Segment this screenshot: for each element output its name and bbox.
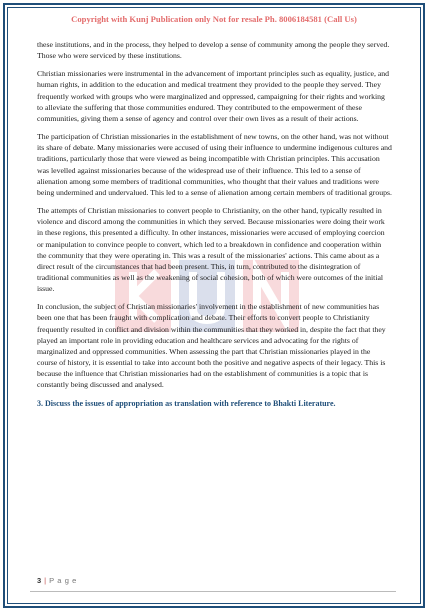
paragraph-conclusion: In conclusion, the subject of Christian missionaries' involvement in the establishment of new communities has been one that has been fraught with complication and debate. Their efforts to convert people to Christianity frequently resulted in conflict and division within the communities that they worked in, despite the fact that they played an important role in providing education and healthcare services and advocating for the rights of marginalized and oppressed communities. When assessing the part that Christian missionaries played in the course of history, it is essential to take into account both the positive and negative aspects of their legacy. This is because the influence that Christian missionaries had on the establishment of communities is a topic that is constantly being discussed and analysed. (37, 302, 386, 390)
question-heading: 3. Discuss the issues of appropriation as translation with reference to Bhakti Literature. (37, 398, 336, 408)
footer-divider (30, 591, 396, 592)
main-content (37, 39, 392, 409)
paragraph-debate: The participation of Christian missionaries in the establishment of new towns, on the other hand, was not without its share of debate. Many missionaries were accused of using their influence to undermine indigenous cultures and traditions, particularly those that were viewed as being incompatible with Christian principles. This accusation was levelled against missionaries because of the widespread use of their influence. This led to a sense of alienation among some members of traditional communities, who thought that their values and traditions were being undermined and undervalued. This led to a sense of alienation among certain members of traditional groups. (37, 132, 392, 197)
paragraph-principles: Christian missionaries were instrumental in the advancement of important principles such as equality, justice, and human rights, in addition to the education and medical treatment they provided to the people they served. They frequently worked with groups who were marginalized and oppressed, campaigning for their rights and working to alleviate the suffering that those communities endured. They contributed to the empowerment of these communities, giving them a sense of agency and control over their own lives as a result of their actions. (37, 69, 390, 123)
footer-separator: | (44, 576, 47, 585)
copyright-header: Copyright with Kunj Publication only Not for resale Ph. 8006184581 (Call Us) (71, 14, 357, 24)
page-number: 3 (37, 576, 42, 585)
paragraph-continuation: these institutions, and in the process, they helped to develop a sense of community among the people they served. Those who were serviced by these institutions. (37, 40, 390, 61)
page-label: P a g e (49, 576, 77, 585)
page-footer (37, 576, 77, 585)
paragraph-conversion: The attempts of Christian missionaries to convert people to Christianity, on the other hand, typically resulted in violence and discord among the communities in which they served. Because missionaries were doing their work in these regions, this presented a difficulty. In other instances, missionaries were accused of employing coercion or manipulation to convince people to convert, which led to a breakdown in confidence and cooperation within the community that they were operating in. This was a result of the missionaries' actions. This came about as a direct result of the circumstances that had been present. This, in turn, contributed to the disintegration of traditional communities as well as the weakening of social cohesion, both of which were outcomes of the initial issue. (37, 206, 385, 294)
